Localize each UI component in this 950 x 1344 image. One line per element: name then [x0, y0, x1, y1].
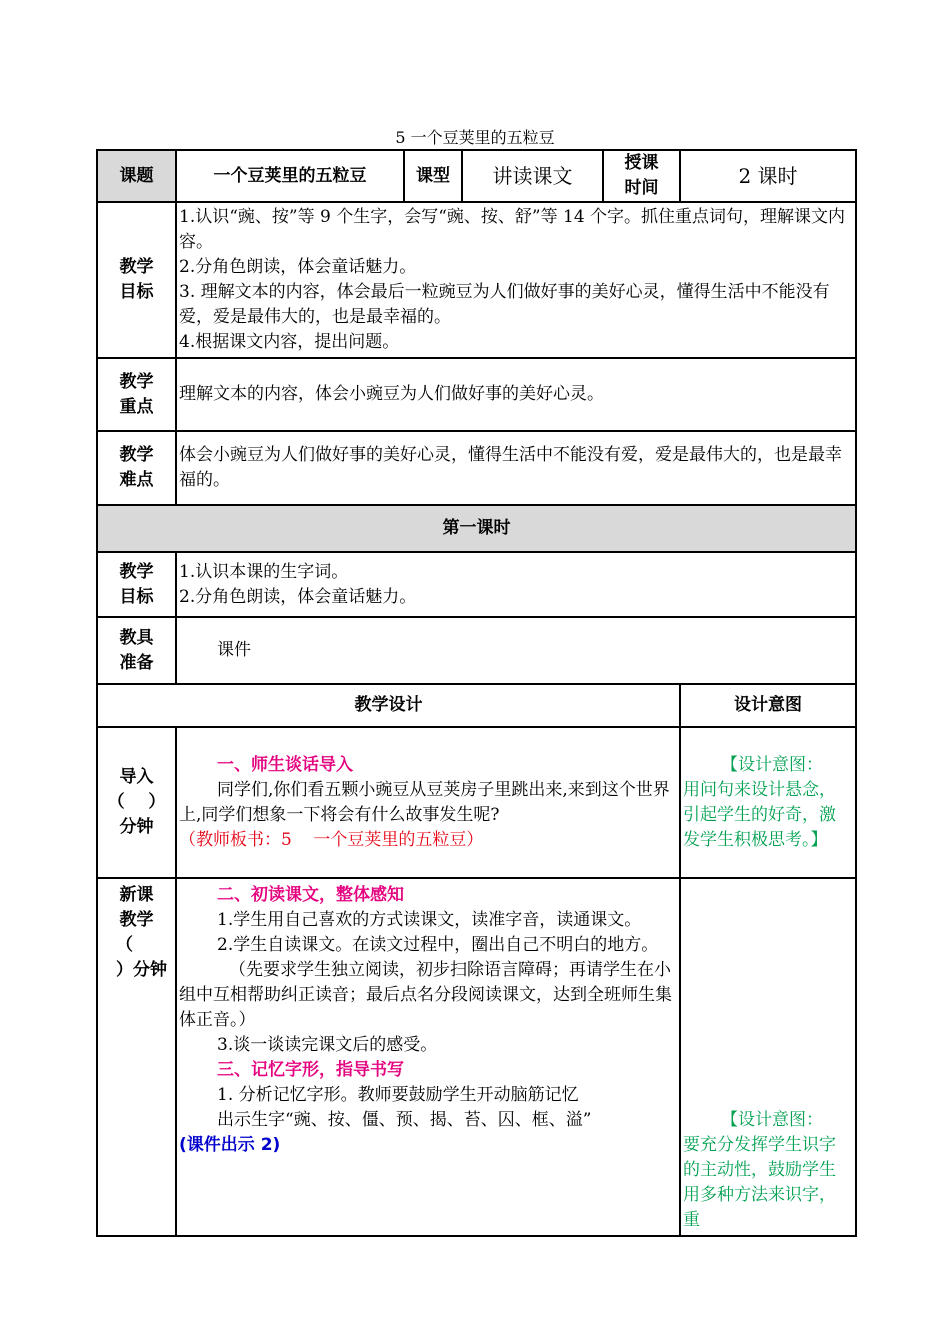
intro-label-line-2: （ ）	[107, 792, 166, 812]
lesson1-goal-item: 1.认识本课的生字词。	[179, 561, 349, 582]
time-value: 2 课时	[680, 150, 856, 202]
new-lesson-content	[176, 878, 680, 1236]
lesson1-goals-content	[176, 552, 856, 617]
lesson1-goal-item: 2.分角色朗读，体会童话魅力。	[179, 586, 417, 607]
new-lesson-paragraph: 1.学生用自己喜欢的方式读课文，读准字音，读通课文。	[217, 910, 642, 930]
tools-content: 课件	[176, 617, 856, 684]
new-lesson-paragraph: （先要求学生独立阅读，初步扫除语言障碍；再请学生在小组中互相帮助纠正读音；最后点名分段阅读课文，达到全班师生集体正音。）	[179, 960, 672, 1030]
design-column-header: 教学设计	[97, 684, 680, 727]
tools-row	[97, 617, 856, 684]
new-lesson-paragraph: 1. 分析记忆字形。教师要鼓励学生开动脑筋记忆	[217, 1085, 579, 1105]
lesson1-title-row	[97, 505, 856, 552]
goals-label-line-2: 目标	[119, 282, 154, 302]
topic-value: 一个豆荚里的五粒豆	[176, 150, 404, 202]
intro-text: 同学们,你们看五颗小豌豆从豆荚房子里跳出来,来到这个世界上,同学们想象一下将会有什么故事发生呢?	[179, 779, 670, 825]
difficulties-label	[97, 431, 176, 505]
intro-row	[97, 727, 856, 878]
lesson-plan-table	[96, 149, 857, 1237]
difficulties-label-line-1: 教学	[119, 445, 154, 465]
new-lesson-label-line-4: ）分钟	[116, 960, 167, 980]
topic-label: 课题	[97, 150, 176, 202]
intro-heading: 一、师生谈话导入	[217, 754, 353, 775]
new-lesson-heading-1: 二、初读课文，整体感知	[217, 885, 404, 905]
new-lesson-row	[97, 878, 856, 1236]
new-lesson-label-line-1: 新课	[119, 885, 154, 905]
lesson1-goals-row	[97, 552, 856, 617]
difficulties-label-line-2: 难点	[119, 470, 154, 490]
key-points-label-line-1: 教学	[119, 371, 154, 392]
new-lesson-paragraph: 2.学生自读课文。在读文过程中，圈出自己不明白的地方。	[217, 935, 659, 955]
key-points-content: 理解文本的内容，体会小豌豆为人们做好事的美好心灵。	[176, 358, 856, 431]
type-value: 讲读课文	[462, 150, 603, 202]
key-points-label-line-2: 重点	[119, 396, 154, 417]
intro-label-line-1: 导入	[119, 767, 154, 787]
intro-content	[176, 727, 680, 878]
intent-column-header: 设计意图	[680, 684, 856, 727]
intro-label	[97, 727, 176, 878]
page-title: 5 一个豆荚里的五粒豆	[395, 128, 555, 147]
new-lesson-heading-2: 三、记忆字形，指导书写	[217, 1060, 404, 1080]
courseware-note: (课件出示 2)	[179, 1135, 281, 1155]
lesson1-title: 第一课时	[97, 505, 856, 552]
new-lesson-label	[97, 878, 176, 1236]
goals-label-line-1: 教学	[119, 257, 154, 277]
new-lesson-paragraph: 出示生字“豌、按、僵、预、揭、苔、囚、框、溢”	[217, 1110, 592, 1130]
time-label	[603, 150, 680, 202]
key-points-row	[97, 358, 856, 431]
new-lesson-label-line-2: 教学	[119, 910, 154, 930]
goal-item: 4.根据课文内容，提出问题。	[179, 332, 400, 352]
lesson1-goals-label-line-1: 教学	[119, 561, 154, 582]
difficulties-row	[97, 431, 856, 505]
intro-board-note: （教师板书：5 一个豆荚里的五粒豆）	[179, 829, 484, 850]
new-lesson-intent: 【设计意图：要充分发挥学生识字的主动性，鼓励学生用多种方法来识字，重	[680, 878, 856, 1236]
new-lesson-paragraph: 3.谈一谈读完课文后的感受。	[217, 1035, 438, 1055]
intro-label-line-3: 分钟	[119, 817, 154, 837]
design-header-row	[97, 684, 856, 727]
header-row	[97, 150, 856, 202]
tools-label-line-2: 准备	[119, 652, 154, 673]
goals-label	[97, 202, 176, 358]
new-lesson-label-line-3: （	[116, 935, 133, 955]
type-label: 课型	[404, 150, 462, 202]
goals-row	[97, 202, 856, 358]
lesson1-goals-label	[97, 552, 176, 617]
goal-item: 1.认识“豌、按”等 9 个生字，会写“豌、按、舒”等 14 个字。抓住重点词句，理解课文内容。	[179, 207, 846, 252]
tools-label-line-1: 教具	[119, 627, 154, 648]
difficulties-content: 体会小豌豆为人们做好事的美好心灵，懂得生活中不能没有爱，爱是最伟大的，也是最幸福的。	[176, 431, 856, 505]
goal-item: 2.分角色朗读，体会童话魅力。	[179, 257, 417, 277]
goals-content	[176, 202, 856, 358]
time-label-line-1: 授课	[624, 153, 659, 173]
tools-label	[97, 617, 176, 684]
intro-intent: 【设计意图：用问句来设计悬念，引起学生的好奇，激发学生积极思考。】	[680, 727, 856, 878]
time-label-line-2: 时间	[624, 178, 659, 198]
lesson1-goals-label-line-2: 目标	[119, 586, 154, 607]
key-points-label	[97, 358, 176, 431]
goal-item: 3. 理解文本的内容，体会最后一粒豌豆为人们做好事的美好心灵，懂得生活中不能没有爱，爱是最伟大的，也是最幸福的。	[179, 282, 830, 327]
